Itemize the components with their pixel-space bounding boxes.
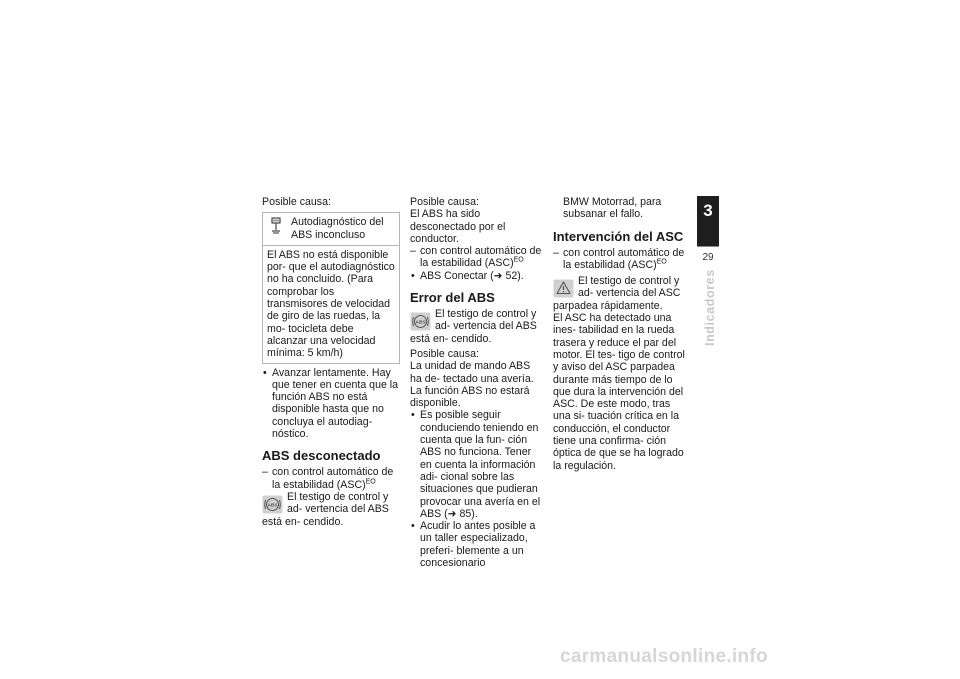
section-heading-abs-desconectado: ABS desconectado: [262, 448, 381, 464]
section-title-vertical: Indicadores: [703, 269, 717, 346]
page-reference-arrow-icon: ➜: [493, 269, 503, 282]
list-item-text: Es posible seguir conduciendo teniendo en cuenta que la fun- ción ABS no funciona. Tener en cuenta la información adi- cional sobre las situaciones que pudieran provocar una avería en el ABS (: [420, 409, 541, 520]
section-heading-error-del-abs: Error del ABS: [410, 290, 495, 306]
dash-item: [262, 466, 400, 491]
list-item: • Avanzar lentamente. Hay que tener en cuenta que la función ABS no está disponible hasta que no concluya el autodiag- nóstico.: [262, 367, 400, 441]
column-3: [553, 196, 688, 472]
dash-item-text: con control automático de la estabilidad (ASC): [272, 466, 394, 491]
info-box-body: El ABS no está disponible por- que el autodiagnóstico no ha concluido. (Para comprobar los transmisores de velocidad de giro de las ruedas, la mo- tocicleta debe alcanzar una velocidad mínima: 5 km/h): [267, 248, 395, 360]
dash-item: [553, 247, 688, 272]
watermark: carmanualsonline.info: [560, 646, 768, 667]
superscript: EO: [513, 256, 524, 264]
continued-text: BMW Motorrad, para subsanar el fallo.: [563, 196, 662, 221]
chapter-tab: [697, 196, 719, 246]
divider: [697, 246, 719, 247]
cause-text: El ABS ha sido desconectado por el conductor.: [410, 208, 506, 245]
list-item-text: ABS Conectar (: [420, 269, 494, 282]
list-item: • Acudir lo antes posible a un taller especializado, preferi- blemente a un concesionario: [410, 520, 543, 569]
body-text: El ASC ha detectado una ines- tabilidad en la rueda trasera y reduce el par del motor. El tes- tigo de control y aviso del ASC parpadea durante más tiempo de lo que dura la intervención del ASC. De este modo, tras una si- tuación crítica en la conducción, el conductor tiene una confirma- ción óptica de que se ha logrado la regulación.: [553, 312, 685, 472]
chapter-number: 3: [703, 201, 713, 220]
section-heading-intervencion-del-asc: Intervención del ASC: [553, 228, 684, 244]
column-2: [410, 196, 543, 569]
abs-warning-lamp-icon: [262, 495, 283, 514]
lamp-text: El testigo de control y ad- vertencia del ABS está en- cendido.: [410, 308, 537, 345]
dash-item: [410, 245, 543, 270]
dash-item-text: con control automático de la estabilidad (ASC): [420, 245, 542, 270]
page-number: 29: [702, 252, 714, 263]
lamp-text: El testigo de control y ad- vertencia del ASC parpadea rápidamente.: [553, 275, 681, 312]
list-item: [410, 409, 543, 520]
posible-causa-label: Posible causa:: [410, 196, 479, 208]
superscript: EO: [365, 478, 376, 486]
list-item: [410, 270, 543, 282]
lamp-paragraph: [410, 308, 543, 345]
superscript: EO: [656, 258, 667, 266]
lamp-paragraph: [262, 491, 400, 528]
page-reference-arrow-icon: ➜: [447, 507, 457, 520]
lamp-paragraph: [553, 275, 688, 312]
page-reference: 85).: [456, 507, 478, 520]
page-reference: 52).: [502, 269, 524, 282]
posible-causa-label: Posible causa:: [410, 347, 479, 360]
column-1: [262, 196, 400, 528]
asc-warning-lamp-icon: [553, 279, 574, 298]
svg-text:ABS: ABS: [415, 320, 426, 326]
diagnostic-connector-icon: [267, 216, 285, 234]
info-box-header: [263, 213, 399, 246]
lamp-text: El testigo de control y ad- vertencia del ABS está en- cendido.: [262, 490, 389, 528]
abs-warning-lamp-icon: [410, 312, 431, 331]
info-box-title: Autodiagnóstico del ABS inconcluso: [291, 216, 384, 241]
svg-text:ABS: ABS: [267, 503, 278, 509]
posible-causa-label: Posible causa:: [262, 196, 331, 208]
cause-text: La unidad de mando ABS ha de- tectado una avería. La función ABS no estará disponible.: [410, 360, 534, 410]
info-box: [262, 212, 400, 363]
dash-item-text: con control automático de la estabilidad (ASC): [563, 246, 685, 271]
